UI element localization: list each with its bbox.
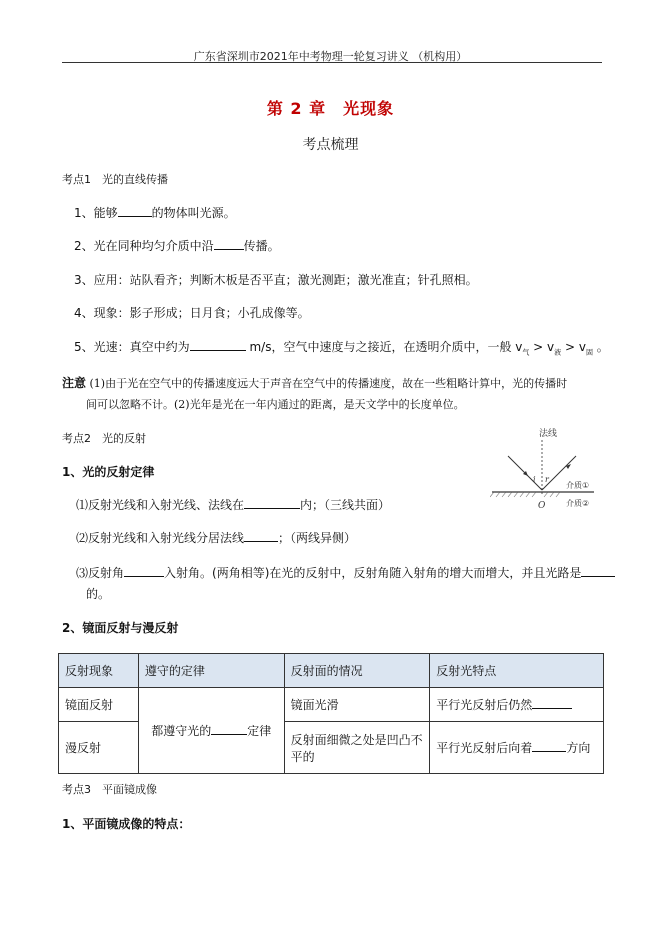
reflection-law-3-cont: 的。 [86,587,111,601]
table-cell: 漫反射 [59,722,139,774]
table-header-row [59,654,604,688]
k3-heading: 考点3 平面镜成像 [62,783,157,796]
page-header: 广东省深圳市2021年中考物理一轮复习讲义 （机构用） [193,50,468,63]
diagram-i-label: i [533,475,536,484]
reflection-law-2: ⑵反射光线和入射光线分居法线 ；（两线异侧） [76,531,357,545]
note-line-1: 注意 (1)由于光在空气中的传播速度远大于声音在空气中的传播速度，故在一些粗略计算中，光的传播时 [62,376,568,390]
reflection-law-1: ⑴反射光线和入射光线、法线在 内；（三线共面） [76,498,391,512]
k1-heading: 考点1 光的直线传播 [62,173,168,186]
k2-heading: 考点2 光的反射 [62,432,146,445]
reflection-comparison-table [58,653,604,774]
diagram-r-label: r [545,475,549,484]
k2-subheading-1: 1、光的反射定律 [62,465,155,479]
header-rule [62,62,602,63]
diagram-o-label: O [538,501,546,511]
diagram-medium1-label: 介质① [566,481,590,490]
k1-item-1: 1、能够 的物体叫光源。 [74,206,236,220]
section-subtitle: 考点梳理 [302,137,359,153]
hatching [490,492,560,497]
k1-item-3: 3、应用：站队看齐；判断木板是否平直；激光测距；激光准直；针孔照相。 [74,273,478,287]
table-row [59,688,604,722]
table-cell-shared: 都遵守光的 定律 [138,688,284,774]
table-cell: 镜面光滑 [284,688,430,722]
k1-item-4: 4、现象：影子形成；日月食；小孔成像等。 [74,306,310,320]
table-header-cell: 反射面的情况 [284,654,430,688]
reflection-law-3: ⑶反射角 入射角。(两角相等)在光的反射中，反射角随入射角的增大而增大，并且光路是 [76,564,615,581]
k1-item-2: 2、光在同种均匀介质中沿 传播。 [74,239,280,253]
table-cell: 平行光反射后仍然 [430,688,604,722]
table-header-cell: 遵守的定律 [138,654,284,688]
diagram-normal-label: 法线 [539,429,558,439]
k2-subheading-2: 2、镜面反射与漫反射 [62,621,179,635]
table-header-cell: 反射现象 [59,654,139,688]
table-cell: 平行光反射后向着 方向 [430,722,604,774]
table-cell: 反射面细微之处是凹凸不平的 [284,722,430,774]
k3-subheading-1: 1、平面镜成像的特点： [62,817,191,831]
reflection-diagram [490,424,602,512]
note-line-2: 间可以忽略不计。(2)光年是光在一年内通过的距离，是天文学中的长度单位。 [86,398,465,411]
table-header-cell: 反射光特点 [430,654,604,688]
table-cell: 镜面反射 [59,688,139,722]
chapter-title: 第 2 章 光现象 [266,99,395,118]
diagram-medium2-label: 介质② [566,499,590,508]
k1-item-5: 5、光速：真空中约为 m/s，空气中速度与之接近，在透明介质中，一般 $v_气 > v_液 > v_固$ 。 [74,340,609,357]
